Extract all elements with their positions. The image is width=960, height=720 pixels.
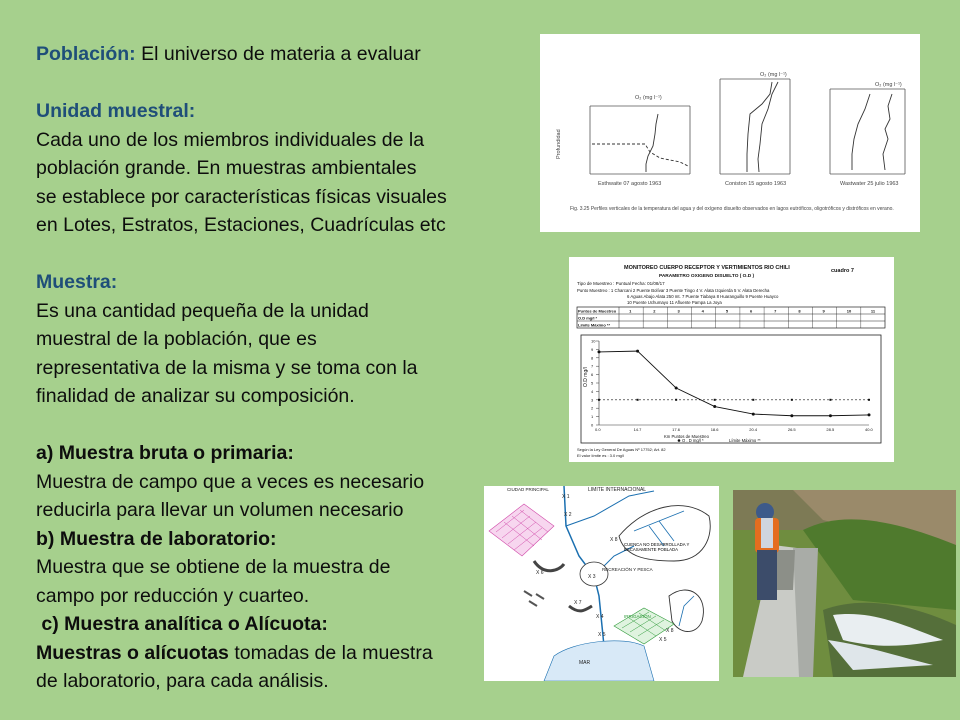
muestra-analitica-line: de laboratorio, para cada análisis. — [36, 670, 329, 692]
limit-point — [829, 399, 831, 401]
muestra-bruta-line: Muestra de campo que a veces es necesario — [36, 470, 425, 493]
od-point — [598, 350, 601, 353]
unidad-line: se establece por características físicas visuales — [36, 185, 447, 208]
panel-caption: Wastwater 25 julio 1963 — [840, 181, 899, 187]
od-point — [829, 414, 832, 417]
map-point: X 3 — [588, 574, 596, 580]
monitoring-figure — [569, 257, 894, 462]
footnote: El valor límite es : 3.0 mg/l — [577, 453, 624, 458]
panel-label: O₂ (mg l⁻¹) — [760, 72, 787, 78]
map-recreacion: RECREACIÓN Y PESCA — [602, 567, 653, 572]
y-tick-label: 8 — [591, 355, 594, 361]
y-tick-label: 5 — [591, 380, 594, 386]
panel-label: O₂ (mg l⁻¹) — [875, 82, 902, 88]
legend-od: O . D mg/l * — [682, 438, 704, 443]
panel-caption: Esthwaite 07 agosto 1963 — [598, 181, 662, 187]
x-tick-label: 14.7 — [633, 427, 642, 432]
muestra-title: Muestra: — [36, 271, 118, 293]
x-tick-label: 18.6 — [710, 427, 719, 432]
y-tick-label: 6 — [591, 372, 594, 378]
od-point — [790, 414, 793, 417]
profile-panel — [556, 95, 690, 187]
map-point: X 6 — [536, 570, 544, 576]
monitoring-punto: Punto Muestreo : 1 Charcani 2 Puente Bolívar 3 Puente Tingo 4 V. Alata Izquierda 5 V. Alata Derecha — [577, 288, 770, 293]
panel-caption: Coniston 15 agosto 1963 — [725, 181, 787, 187]
unidad-line: población grande. En muestras ambientales — [36, 157, 417, 179]
od-point — [675, 387, 678, 390]
profiles-svg — [540, 34, 920, 232]
table-cell: 11 — [870, 308, 876, 314]
muestra-analitica-title: c) Muestra analítica o Alícuota: — [36, 613, 328, 635]
poblacion-text: El universo de materia a evaluar — [135, 43, 421, 65]
muestra-line: representativa de la misma y se toma con la — [36, 356, 418, 379]
map-mar: MAR — [579, 660, 591, 666]
monitoring-svg — [569, 257, 894, 462]
y-tick-label: 4 — [591, 388, 594, 394]
monitoring-punto2: 6 Aguas Abajo Alata 250 mt. 7 Puente Tiabaya 8 Huaranguillo 9 Puente Huayco — [627, 294, 779, 299]
od-point — [713, 405, 716, 408]
y-tick-label: 3 — [591, 397, 594, 403]
x-tick-label: 20.4 — [749, 427, 758, 432]
map-point: X 8 — [666, 628, 674, 634]
chart-ylabel: O.D mg/l — [583, 367, 589, 387]
od-point — [868, 413, 871, 416]
map-point: X 1 — [562, 494, 570, 500]
muestra-laboratorio-line: Muestra que se obtiene de la muestra de — [36, 556, 391, 578]
profiles-ylabel: Profundidad — [556, 129, 562, 159]
x-tick-label: 0.0 — [595, 427, 601, 432]
map-point: X 4 — [596, 614, 604, 620]
chart-xlabel: Km Puntos de Muestreo — [664, 434, 709, 439]
x-tick-label: 17.6 — [672, 427, 680, 432]
map-limite: LIMITE INTERNACIONAL — [588, 487, 647, 493]
alicuotas-rest: tomadas de la muestra — [228, 641, 433, 664]
muestra-analitica-line — [36, 639, 496, 668]
table-cell: 8 — [798, 308, 801, 314]
muestra-line: Es una cantidad pequeña de la unidad — [36, 299, 369, 322]
map-cuenca: CUENCA NO DESARROLLADA Y ESCASAMENTE POBLADA — [624, 542, 690, 552]
map-irrigacion: IRRIGACIÓN — [624, 614, 651, 619]
unidad-line: en Lotes, Estratos, Estaciones, Cuadrículas etc — [36, 214, 446, 236]
main-text — [36, 40, 496, 696]
od-series-line — [599, 351, 869, 416]
muestra-line: finalidad de analizar su composición. — [36, 385, 355, 407]
table-cell: 1 — [629, 308, 632, 314]
alicuotas-bold: Muestras o alícuotas — [36, 641, 229, 664]
map-point: X 2 — [564, 512, 572, 518]
footnote: Según la Ley General De Aguas Nº 17752; Art. 82 — [577, 447, 666, 452]
muestra-bruta-line: reducirla para llevar un volumen necesario — [36, 499, 404, 521]
monitoring-tipo: Tipo de Muestreo : Puntual Fecha: 01/08/17 — [577, 281, 665, 286]
x-tick-label: 28.5 — [826, 427, 835, 432]
profiles-caption: Fig. 3.25 Perfiles verticales de la temperatura del agua y del oxígeno disuelto observados en lagos eutróficos, oligotróficos y distróficos en verano. — [570, 206, 894, 212]
y-tick-label: 0 — [591, 422, 594, 428]
map-point: X 5 — [659, 637, 667, 643]
field-photo — [733, 490, 956, 677]
table-cell: 2 — [653, 308, 656, 314]
table-cell: 3 — [677, 308, 680, 314]
limit-point — [675, 399, 677, 401]
y-tick-label: 2 — [591, 405, 594, 411]
map-point: X 7 — [574, 600, 582, 606]
table-cell: 6 — [750, 308, 753, 314]
table-cell: 10 — [846, 308, 852, 314]
y-tick-label: 1 — [591, 414, 594, 420]
y-tick-label: 9 — [591, 346, 594, 352]
unidad-title: Unidad muestral: — [36, 100, 196, 122]
monitoring-cuadro: cuadro 7 — [831, 268, 854, 274]
table-row-label: O.D mg/l * — [578, 315, 598, 321]
field-photo-svg — [733, 490, 956, 677]
table-cell: 5 — [725, 308, 729, 314]
map-point: X 8 — [610, 537, 618, 543]
poblacion-line — [36, 40, 496, 69]
legend-lim: Límite Máximo ** — [729, 438, 761, 443]
x-tick-label: 26.5 — [787, 427, 796, 432]
x-tick-label: 40.0 — [865, 427, 873, 432]
map-svg — [484, 486, 719, 681]
table-cell: 9 — [822, 308, 825, 314]
poblacion-label: Población: — [36, 43, 136, 65]
od-point — [752, 413, 755, 416]
limit-point — [752, 399, 754, 401]
monitoring-subheader: PARAMETRO OXIGENO DISUELTO ( O.D ) — [659, 274, 755, 279]
table-cell: 7 — [774, 308, 777, 314]
od-point — [636, 350, 639, 353]
unidad-line: Cada uno de los miembros individuales de la — [36, 128, 425, 151]
limit-point — [791, 399, 793, 401]
map-ciudad: CIUDAD PRINCIPAL — [507, 487, 549, 492]
limit-point — [714, 399, 716, 401]
map-diagram — [484, 486, 719, 681]
monitoring-header: MONITOREO CUERPO RECEPTOR Y VERTIMIENTOS RIO CHILI — [624, 265, 790, 271]
muestra-laboratorio-title: b) Muestra de laboratorio: — [36, 527, 277, 550]
monitoring-punto3: 10 Puente Uchumayo 11 Afluente Pampa La Joya — [627, 300, 722, 305]
muestra-bruta-title: a) Muestra bruta o primaria: — [36, 442, 294, 464]
muestra-line: muestral de la población, que es — [36, 328, 317, 350]
table-row-label: Puntos de Muestreo — [578, 308, 617, 314]
y-tick-label: 10 — [591, 338, 596, 344]
panel-label: O₂ (mg l⁻¹) — [635, 95, 662, 101]
profile-panel — [720, 72, 790, 187]
limit-point — [598, 399, 600, 401]
map-point: X 5 — [598, 632, 606, 638]
muestra-laboratorio-line: campo por reducción y cuarteo. — [36, 584, 310, 607]
table-row-label: Límite Máximo ** — [578, 322, 611, 328]
table-cell: 4 — [701, 308, 704, 314]
profile-panel — [830, 82, 905, 187]
profiles-figure — [540, 34, 920, 232]
y-tick-label: 7 — [591, 363, 594, 369]
limit-point — [637, 399, 639, 401]
limit-point — [868, 399, 870, 401]
